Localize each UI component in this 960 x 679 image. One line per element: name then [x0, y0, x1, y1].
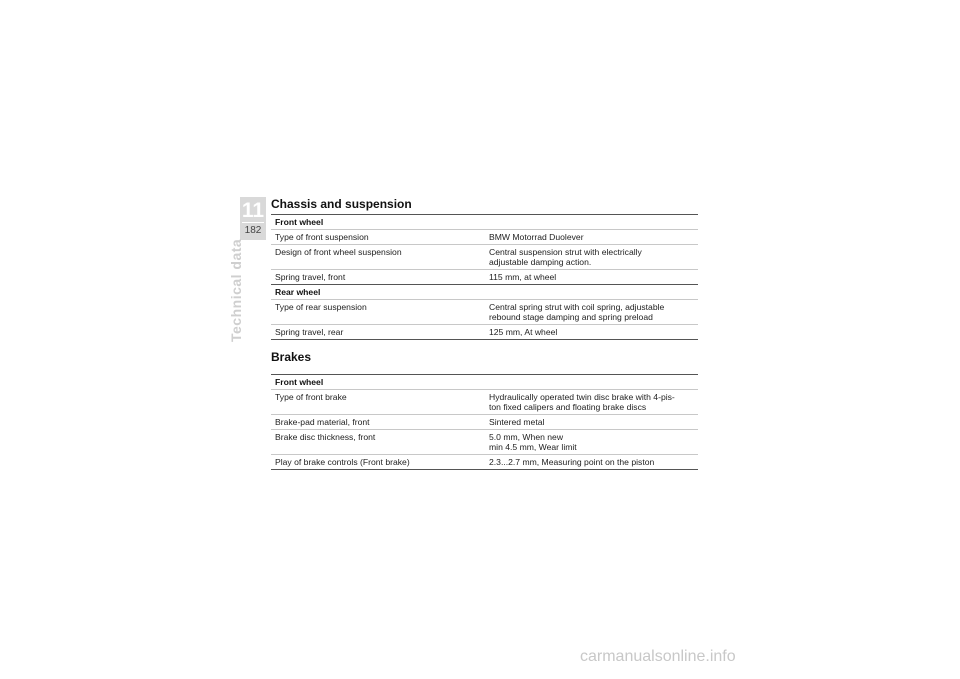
table-row [271, 300, 698, 325]
spec-value: 115 mm, at wheel [489, 272, 557, 282]
spec-label: Type of front brake [275, 392, 347, 402]
table-row [271, 455, 698, 470]
group-header-rear-wheel [271, 285, 698, 300]
chapter-label: Technical data [228, 238, 244, 342]
spec-label: Brake disc thickness, front [275, 432, 376, 442]
brakes-spec-table [271, 374, 698, 470]
table-row [271, 245, 698, 270]
section-title-chassis: Chassis and suspension [271, 197, 412, 211]
spec-label: Brake-pad material, front [275, 417, 370, 427]
spec-value: 2.3...2.7 mm, Measuring point on the piston [489, 457, 655, 467]
spec-content [271, 196, 698, 470]
table-row [271, 270, 698, 285]
section-title-brakes: Brakes [271, 350, 312, 364]
spec-label: Spring travel, rear [275, 327, 344, 337]
table-row [271, 415, 698, 430]
spec-label: Type of front suspension [275, 232, 369, 242]
chapter-divider [242, 222, 264, 223]
watermark: carmanualsonline.info [580, 648, 736, 665]
group-name: Rear wheel [275, 287, 321, 297]
group-name: Front wheel [275, 377, 324, 387]
spec-label: Play of brake controls (Front brake) [275, 457, 410, 467]
table-row [271, 390, 698, 415]
spec-value: BMW Motorrad Duolever [489, 232, 584, 242]
group-header-front-wheel [271, 375, 698, 390]
table-row [271, 430, 698, 455]
spec-value: Central spring strut with coil spring, adjustable rebound stage damping and spring preload [489, 302, 665, 322]
spec-label: Spring travel, front [275, 272, 346, 282]
chapter-tab [240, 197, 266, 240]
table-row [271, 230, 698, 245]
spec-value: 5.0 mm, When new min 4.5 mm, Wear limit [489, 432, 577, 452]
chapter-number: 11 [241, 199, 265, 222]
spec-label: Design of front wheel suspension [275, 247, 402, 257]
spec-value: Sintered metal [489, 417, 545, 427]
page-number: 182 [244, 225, 262, 236]
spec-value: Central suspension strut with electrically adjustable damping action. [489, 247, 642, 267]
spec-label: Type of rear suspension [275, 302, 367, 312]
group-header-front-wheel [271, 215, 698, 230]
table-row [271, 325, 698, 340]
spec-value: 125 mm, At wheel [489, 327, 558, 337]
spec-value: Hydraulically operated twin disc brake with 4-pis- ton fixed calipers and floating brake discs [489, 392, 675, 412]
chassis-spec-table [271, 214, 698, 340]
group-name: Front wheel [275, 217, 324, 227]
